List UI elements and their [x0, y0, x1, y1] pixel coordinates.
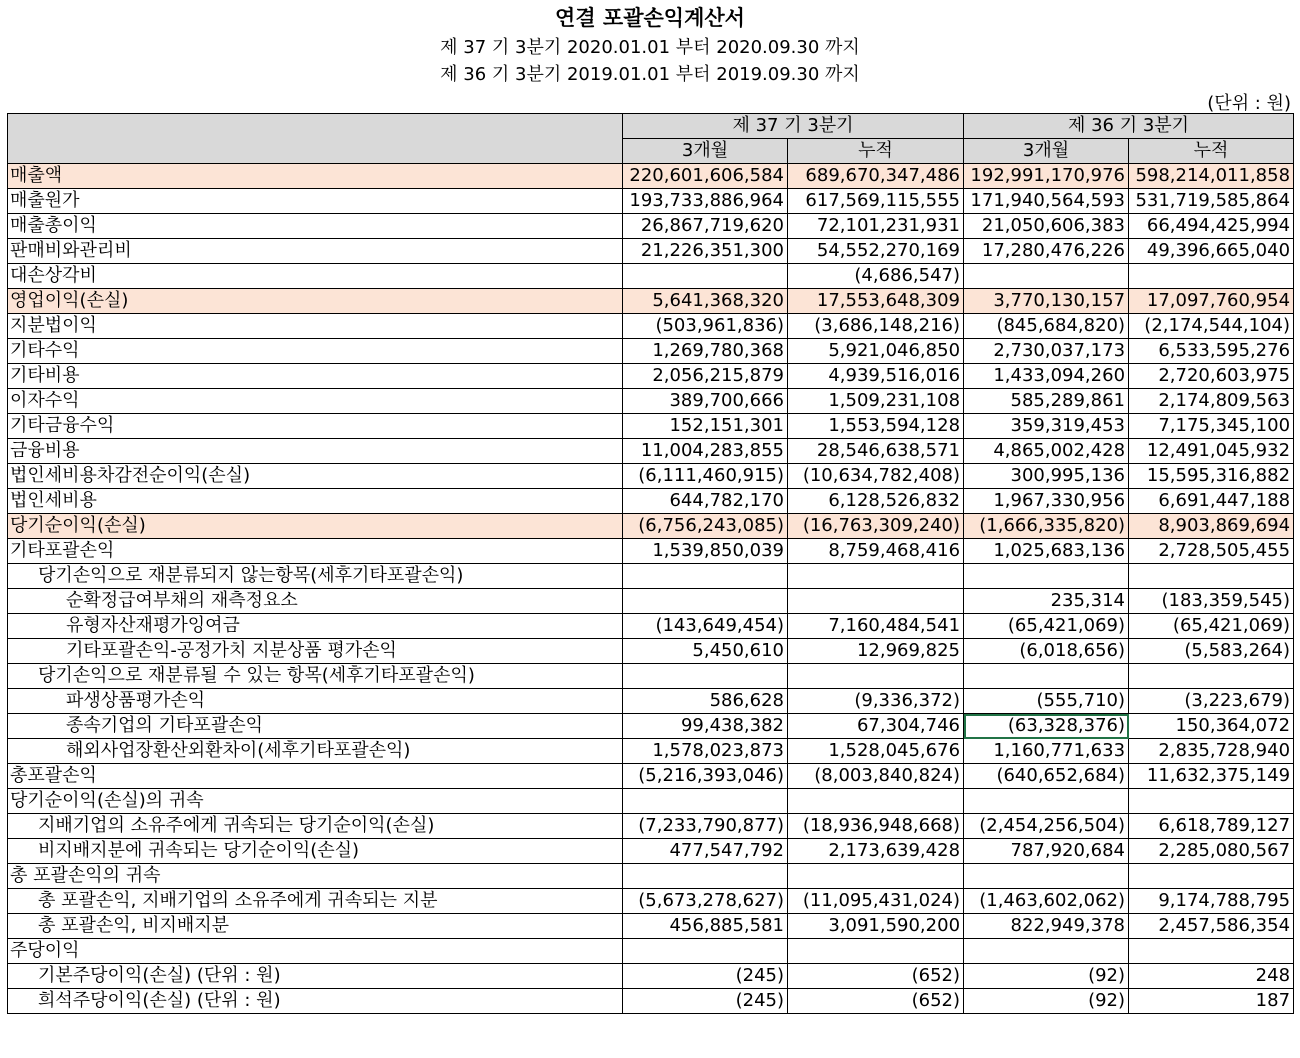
row-label-cell[interactable]: 지분법이익 [8, 314, 623, 339]
unit-label: (단위 : 원) [1207, 93, 1291, 114]
row-label-cell[interactable]: 영업이익(손실) [8, 289, 623, 314]
value-cell[interactable]: 1,553,594,128 [788, 414, 964, 439]
value-cell[interactable]: 26,867,719,620 [623, 214, 788, 239]
table-row [8, 389, 1294, 414]
row-label-cell[interactable]: 법인세비용 [8, 489, 623, 514]
table-row [8, 239, 1294, 264]
value-cell[interactable]: 787,920,684 [964, 839, 1129, 864]
header-period-37[interactable]: 제 37 기 3분기 [623, 114, 964, 139]
value-cell[interactable] [623, 564, 788, 589]
value-cell[interactable]: (2,174,544,104) [1129, 314, 1294, 339]
value-cell[interactable]: 11,632,375,149 [1129, 764, 1294, 789]
value-cell[interactable]: (92) [964, 989, 1129, 1014]
table-row [8, 739, 1294, 764]
value-cell[interactable]: (5,673,278,627) [623, 889, 788, 914]
value-cell[interactable]: 477,547,792 [623, 839, 788, 864]
value-cell[interactable]: 9,174,788,795 [1129, 889, 1294, 914]
table-row [8, 464, 1294, 489]
value-cell[interactable]: 150,364,072 [1129, 714, 1294, 739]
value-cell[interactable] [964, 939, 1129, 964]
value-cell[interactable] [788, 564, 964, 589]
value-cell[interactable]: 2,720,603,975 [1129, 364, 1294, 389]
value-cell[interactable] [964, 864, 1129, 889]
value-cell[interactable]: 1,967,330,956 [964, 489, 1129, 514]
value-cell[interactable]: 4,865,002,428 [964, 439, 1129, 464]
value-cell[interactable]: 5,641,368,320 [623, 289, 788, 314]
table-body [8, 164, 1294, 1014]
value-cell[interactable]: 1,269,780,368 [623, 339, 788, 364]
value-cell[interactable]: 8,903,869,694 [1129, 514, 1294, 539]
value-cell[interactable]: 187 [1129, 989, 1294, 1014]
value-cell[interactable]: 2,457,586,354 [1129, 914, 1294, 939]
table-row [8, 664, 1294, 689]
table-row [8, 289, 1294, 314]
value-cell[interactable] [623, 864, 788, 889]
value-cell[interactable]: 1,539,850,039 [623, 539, 788, 564]
table-row [8, 689, 1294, 714]
value-cell[interactable]: (6,018,656) [964, 639, 1129, 664]
value-cell[interactable]: 66,494,425,994 [1129, 214, 1294, 239]
value-cell[interactable]: 689,670,347,486 [788, 164, 964, 189]
value-cell[interactable]: (503,961,836) [623, 314, 788, 339]
value-cell[interactable] [623, 664, 788, 689]
value-cell[interactable] [623, 939, 788, 964]
row-label-cell[interactable]: 총 포괄손익, 비지배지분 [8, 914, 623, 939]
row-label-cell[interactable]: 당기손익으로 재분류되지 않는항목(세후기타포괄손익) [8, 564, 623, 589]
table-row [8, 989, 1294, 1014]
value-cell[interactable]: (7,233,790,877) [623, 814, 788, 839]
value-cell[interactable]: 67,304,746 [788, 714, 964, 739]
value-cell[interactable]: 2,173,639,428 [788, 839, 964, 864]
value-cell[interactable]: (6,756,243,085) [623, 514, 788, 539]
value-cell[interactable]: 644,782,170 [623, 489, 788, 514]
value-cell[interactable]: 1,160,771,633 [964, 739, 1129, 764]
header-row-periods [8, 114, 1294, 139]
row-label-cell[interactable]: 금융비용 [8, 439, 623, 464]
row-label-cell[interactable]: 매출액 [8, 164, 623, 189]
table-row [8, 964, 1294, 989]
table-row [8, 264, 1294, 289]
table-row [8, 564, 1294, 589]
row-label-cell[interactable]: 기타비용 [8, 364, 623, 389]
value-cell[interactable]: 586,628 [623, 689, 788, 714]
value-cell[interactable]: (63,328,376) [964, 714, 1129, 739]
table-row [8, 164, 1294, 189]
value-cell[interactable]: (652) [788, 964, 964, 989]
value-cell[interactable]: 3,770,130,157 [964, 289, 1129, 314]
value-cell[interactable]: 220,601,606,584 [623, 164, 788, 189]
table-row [8, 914, 1294, 939]
value-cell[interactable] [1129, 939, 1294, 964]
value-cell[interactable]: (10,634,782,408) [788, 464, 964, 489]
table-row [8, 764, 1294, 789]
value-cell[interactable]: 21,050,606,383 [964, 214, 1129, 239]
table-row [8, 839, 1294, 864]
table-row [8, 614, 1294, 639]
row-label-cell[interactable]: 기타포괄손익 [8, 539, 623, 564]
row-label-cell[interactable]: 기타금융수익 [8, 414, 623, 439]
value-cell[interactable]: (16,763,309,240) [788, 514, 964, 539]
value-cell[interactable]: (3,223,679) [1129, 689, 1294, 714]
row-label-cell[interactable]: 주당이익 [8, 939, 623, 964]
value-cell[interactable]: 6,533,595,276 [1129, 339, 1294, 364]
value-cell[interactable]: 1,528,045,676 [788, 739, 964, 764]
header-cumulative-36[interactable]: 누적 [1129, 139, 1294, 164]
table-row [8, 489, 1294, 514]
table-row [8, 639, 1294, 664]
row-label-cell[interactable]: 파생상품평가손익 [8, 689, 623, 714]
value-cell[interactable] [1129, 789, 1294, 814]
row-label-cell[interactable]: 비지배지분에 귀속되는 당기순이익(손실) [8, 839, 623, 864]
header-3month-36[interactable]: 3개월 [964, 139, 1129, 164]
value-cell[interactable]: 617,569,115,555 [788, 189, 964, 214]
value-cell[interactable]: (245) [623, 964, 788, 989]
value-cell[interactable] [788, 939, 964, 964]
table-row [8, 339, 1294, 364]
header-blank-cell[interactable] [8, 114, 623, 164]
value-cell[interactable]: 235,314 [964, 589, 1129, 614]
statement-title: 연결 포괄손익계산서 [555, 6, 745, 30]
table-row [8, 539, 1294, 564]
value-cell[interactable] [1129, 664, 1294, 689]
value-cell[interactable]: (65,421,069) [964, 614, 1129, 639]
value-cell[interactable]: 15,595,316,882 [1129, 464, 1294, 489]
table-row [8, 414, 1294, 439]
row-label-cell[interactable]: 순확정급여부채의 재측정요소 [8, 589, 623, 614]
table-row [8, 214, 1294, 239]
value-cell[interactable]: (6,111,460,915) [623, 464, 788, 489]
value-cell[interactable]: 5,921,046,850 [788, 339, 964, 364]
table-row [8, 889, 1294, 914]
row-label-cell[interactable]: 법인세비용차감전순이익(손실) [8, 464, 623, 489]
value-cell[interactable]: (65,421,069) [1129, 614, 1294, 639]
value-cell[interactable]: 2,056,215,879 [623, 364, 788, 389]
value-cell[interactable]: 3,091,590,200 [788, 914, 964, 939]
value-cell[interactable]: 8,759,468,416 [788, 539, 964, 564]
value-cell[interactable]: 1,509,231,108 [788, 389, 964, 414]
value-cell[interactable]: 17,553,648,309 [788, 289, 964, 314]
value-cell[interactable]: 248 [1129, 964, 1294, 989]
row-label-cell[interactable]: 유형자산재평가잉여금 [8, 614, 623, 639]
header-3month-37[interactable]: 3개월 [623, 139, 788, 164]
value-cell[interactable]: 7,175,345,100 [1129, 414, 1294, 439]
table-row [8, 789, 1294, 814]
row-label-cell[interactable]: 이자수익 [8, 389, 623, 414]
value-cell[interactable]: (8,003,840,824) [788, 764, 964, 789]
row-label-cell[interactable]: 당기순이익(손실) [8, 514, 623, 539]
value-cell[interactable]: 1,578,023,873 [623, 739, 788, 764]
value-cell[interactable]: (18,936,948,668) [788, 814, 964, 839]
row-label-cell[interactable]: 기타수익 [8, 339, 623, 364]
row-label-cell[interactable]: 매출원가 [8, 189, 623, 214]
value-cell[interactable]: 12,969,825 [788, 639, 964, 664]
value-cell[interactable]: (845,684,820) [964, 314, 1129, 339]
table-row [8, 189, 1294, 214]
value-cell[interactable] [788, 789, 964, 814]
value-cell[interactable] [964, 664, 1129, 689]
table-row [8, 939, 1294, 964]
value-cell[interactable]: 49,396,665,040 [1129, 239, 1294, 264]
table-row [8, 514, 1294, 539]
value-cell[interactable]: 531,719,585,864 [1129, 189, 1294, 214]
value-cell[interactable]: 585,289,861 [964, 389, 1129, 414]
value-cell[interactable]: 2,730,037,173 [964, 339, 1129, 364]
value-cell[interactable]: 6,691,447,188 [1129, 489, 1294, 514]
value-cell[interactable]: 171,940,564,593 [964, 189, 1129, 214]
table-row [8, 864, 1294, 889]
value-cell[interactable] [1129, 864, 1294, 889]
value-cell[interactable]: (4,686,547) [788, 264, 964, 289]
row-label-cell[interactable]: 대손상각비 [8, 264, 623, 289]
value-cell[interactable]: 21,226,351,300 [623, 239, 788, 264]
value-cell[interactable] [623, 789, 788, 814]
value-cell[interactable]: 300,995,136 [964, 464, 1129, 489]
row-label-cell[interactable]: 총 포괄손익, 지배기업의 소유주에게 귀속되는 지분 [8, 889, 623, 914]
value-cell[interactable]: (92) [964, 964, 1129, 989]
value-cell[interactable]: 6,128,526,832 [788, 489, 964, 514]
value-cell[interactable]: 1,433,094,260 [964, 364, 1129, 389]
table-row [8, 714, 1294, 739]
value-cell[interactable]: 17,097,760,954 [1129, 289, 1294, 314]
row-label-cell[interactable]: 기타포괄손익-공정가치 지분상품 평가손익 [8, 639, 623, 664]
row-label-cell[interactable]: 매출총이익 [8, 214, 623, 239]
value-cell[interactable]: (9,336,372) [788, 689, 964, 714]
value-cell[interactable] [964, 789, 1129, 814]
value-cell[interactable]: 822,949,378 [964, 914, 1129, 939]
value-cell[interactable] [788, 664, 964, 689]
value-cell[interactable] [964, 264, 1129, 289]
value-cell[interactable]: 389,700,666 [623, 389, 788, 414]
value-cell[interactable] [1129, 564, 1294, 589]
table-row [8, 814, 1294, 839]
value-cell[interactable]: 99,438,382 [623, 714, 788, 739]
row-label-cell[interactable]: 지배기업의 소유주에게 귀속되는 당기순이익(손실) [8, 814, 623, 839]
value-cell[interactable]: (143,649,454) [623, 614, 788, 639]
value-cell[interactable]: 12,491,045,932 [1129, 439, 1294, 464]
row-label-cell[interactable]: 희석주당이익(손실) (단위 : 원) [8, 989, 623, 1014]
row-label-cell[interactable]: 당기순이익(손실)의 귀속 [8, 789, 623, 814]
header-period-36[interactable]: 제 36 기 3분기 [964, 114, 1294, 139]
value-cell[interactable]: (11,095,431,024) [788, 889, 964, 914]
value-cell[interactable]: 11,004,283,855 [623, 439, 788, 464]
header-cumulative-37[interactable]: 누적 [788, 139, 964, 164]
value-cell[interactable]: 456,885,581 [623, 914, 788, 939]
row-label-cell[interactable]: 당기손익으로 재분류될 수 있는 항목(세후기타포괄손익) [8, 664, 623, 689]
income-statement-table [7, 113, 1294, 1014]
value-cell[interactable] [623, 589, 788, 614]
row-label-cell[interactable]: 해외사업장환산외환차이(세후기타포괄손익) [8, 739, 623, 764]
value-cell[interactable]: (555,710) [964, 689, 1129, 714]
value-cell[interactable]: 192,991,170,976 [964, 164, 1129, 189]
table-row [8, 589, 1294, 614]
value-cell[interactable]: (1,666,335,820) [964, 514, 1129, 539]
value-cell[interactable]: (5,216,393,046) [623, 764, 788, 789]
value-cell[interactable]: (183,359,545) [1129, 589, 1294, 614]
value-cell[interactable] [788, 864, 964, 889]
value-cell[interactable] [788, 589, 964, 614]
value-cell[interactable]: 72,101,231,931 [788, 214, 964, 239]
row-label-cell[interactable]: 기본주당이익(손실) (단위 : 원) [8, 964, 623, 989]
row-label-cell[interactable]: 총포괄손익 [8, 764, 623, 789]
row-label-cell[interactable]: 판매비와관리비 [8, 239, 623, 264]
value-cell[interactable]: 28,546,638,571 [788, 439, 964, 464]
table-row [8, 364, 1294, 389]
value-cell[interactable]: (5,583,264) [1129, 639, 1294, 664]
period-current: 제 37 기 3분기 2020.01.01 부터 2020.09.30 까지 [440, 37, 860, 58]
value-cell[interactable]: 5,450,610 [623, 639, 788, 664]
value-cell[interactable]: 1,025,683,136 [964, 539, 1129, 564]
value-cell[interactable]: 2,285,080,567 [1129, 839, 1294, 864]
row-label-cell[interactable]: 종속기업의 기타포괄손익 [8, 714, 623, 739]
value-cell[interactable]: 2,174,809,563 [1129, 389, 1294, 414]
value-cell[interactable] [1129, 264, 1294, 289]
value-cell[interactable]: 2,728,505,455 [1129, 539, 1294, 564]
value-cell[interactable]: 4,939,516,016 [788, 364, 964, 389]
row-label-cell[interactable]: 총 포괄손익의 귀속 [8, 864, 623, 889]
value-cell[interactable] [623, 264, 788, 289]
table-row [8, 314, 1294, 339]
value-cell[interactable] [964, 564, 1129, 589]
value-cell[interactable]: (1,463,602,062) [964, 889, 1129, 914]
value-cell[interactable]: 152,151,301 [623, 414, 788, 439]
value-cell[interactable]: 54,552,270,169 [788, 239, 964, 264]
value-cell[interactable]: 598,214,011,858 [1129, 164, 1294, 189]
table-row [8, 439, 1294, 464]
value-cell[interactable]: 7,160,484,541 [788, 614, 964, 639]
value-cell[interactable]: 2,835,728,940 [1129, 739, 1294, 764]
value-cell[interactable]: 6,618,789,127 [1129, 814, 1294, 839]
value-cell[interactable]: 17,280,476,226 [964, 239, 1129, 264]
value-cell[interactable]: 359,319,453 [964, 414, 1129, 439]
value-cell[interactable]: (245) [623, 989, 788, 1014]
value-cell[interactable]: (3,686,148,216) [788, 314, 964, 339]
value-cell[interactable]: (652) [788, 989, 964, 1014]
value-cell[interactable]: (640,652,684) [964, 764, 1129, 789]
period-previous: 제 36 기 3분기 2019.01.01 부터 2019.09.30 까지 [440, 64, 860, 85]
value-cell[interactable]: (2,454,256,504) [964, 814, 1129, 839]
value-cell[interactable]: 193,733,886,964 [623, 189, 788, 214]
